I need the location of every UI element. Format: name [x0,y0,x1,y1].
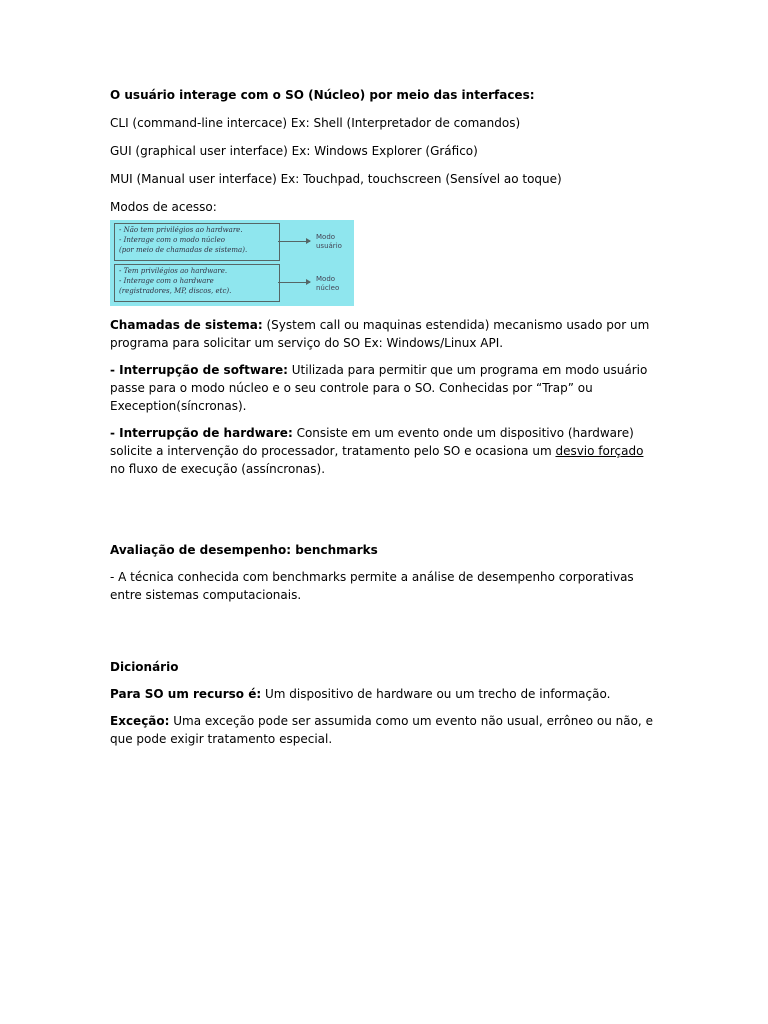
mode-label-line: núcleo [316,284,340,292]
benchmarks-text: - A técnica conhecida com benchmarks permite a análise de desempenho corporativas entre sistemas computacionais. [110,570,634,602]
kernel-mode-label [316,275,339,293]
resource-definition [110,685,658,703]
exception-term: Exceção: [110,714,170,728]
kernel-mode-line: - Tem privilégios ao hardware. [119,267,228,275]
hardware-interrupt-text-end: no fluxo de execução (assíncronas). [110,462,326,476]
spacer [110,478,658,541]
user-mode-box [114,223,280,261]
spacer [110,604,658,658]
mui-line: MUI (Manual user interface) Ex: Touchpad, touchscreen (Sensível ao toque) [110,172,562,186]
hardware-interrupt-text: Consiste em um evento onde um dispositivo (hardware) solicite a intervenção do processador, tratamento pelo SO e ocasiona um [110,426,634,458]
syscalls-term: Chamadas de sistema: [110,318,263,332]
document-page [110,86,658,748]
kernel-mode-box [114,264,280,302]
hardware-interrupt-term: - Interrupção de hardware: [110,426,293,440]
resource-term: Para SO um recurso é: [110,687,262,701]
access-modes-label: Modos de acesso: [110,200,217,214]
hardware-interrupt-paragraph [110,424,658,478]
software-interrupt-term: - Interrupção de software: [110,363,288,377]
kernel-mode-line: - Interage com o hardware [119,277,214,285]
gui-line: GUI (graphical user interface) Ex: Windows Explorer (Gráfico) [110,144,478,158]
user-mode-line: (por meio de chamadas de sistema). [119,246,248,254]
cli-line: CLI (command-line intercace) Ex: Shell (Interpretador de comandos) [110,116,521,130]
software-interrupt-text: Utilizada para permitir que um programa em modo usuário passe para o modo núcleo e o seu controle para o SO. Conhecidas por “Trap” ou Exeception(síncronas). [110,363,648,413]
benchmarks-heading: Avaliação de desempenho: benchmarks [110,543,378,557]
user-mode-line: - Não tem privilégios ao hardware. [119,226,243,234]
mode-label-line: Modo [316,233,336,241]
interfaces-heading: O usuário interage com o SO (Núcleo) por meio das interfaces: [110,88,535,102]
syscalls-paragraph [110,316,658,352]
software-interrupt-paragraph [110,361,658,415]
access-modes-figure [110,220,354,306]
dictionary-heading: Dicionário [110,660,179,674]
underlined-term: desvio forçado [555,444,644,458]
user-mode-line: - Interage com o modo núcleo [119,236,225,244]
kernel-mode-line: (registradores, MP, discos, etc). [119,287,232,295]
mode-label-line: Modo [316,275,336,283]
exception-text: Uma exceção pode ser assumida como um evento não usual, errôneo ou não, e que pode exigir tratamento especial. [110,714,653,746]
syscalls-text: (System call ou maquinas estendida) mecanismo usado por um programa para solicitar um serviço do SO Ex: Windows/Linux API. [110,318,650,350]
exception-definition [110,712,658,748]
mode-label-line: usuário [316,242,342,250]
arrow-icon [278,282,310,283]
user-mode-label [316,233,342,251]
arrow-icon [278,241,310,242]
resource-text: Um dispositivo de hardware ou um trecho de informação. [261,687,611,701]
